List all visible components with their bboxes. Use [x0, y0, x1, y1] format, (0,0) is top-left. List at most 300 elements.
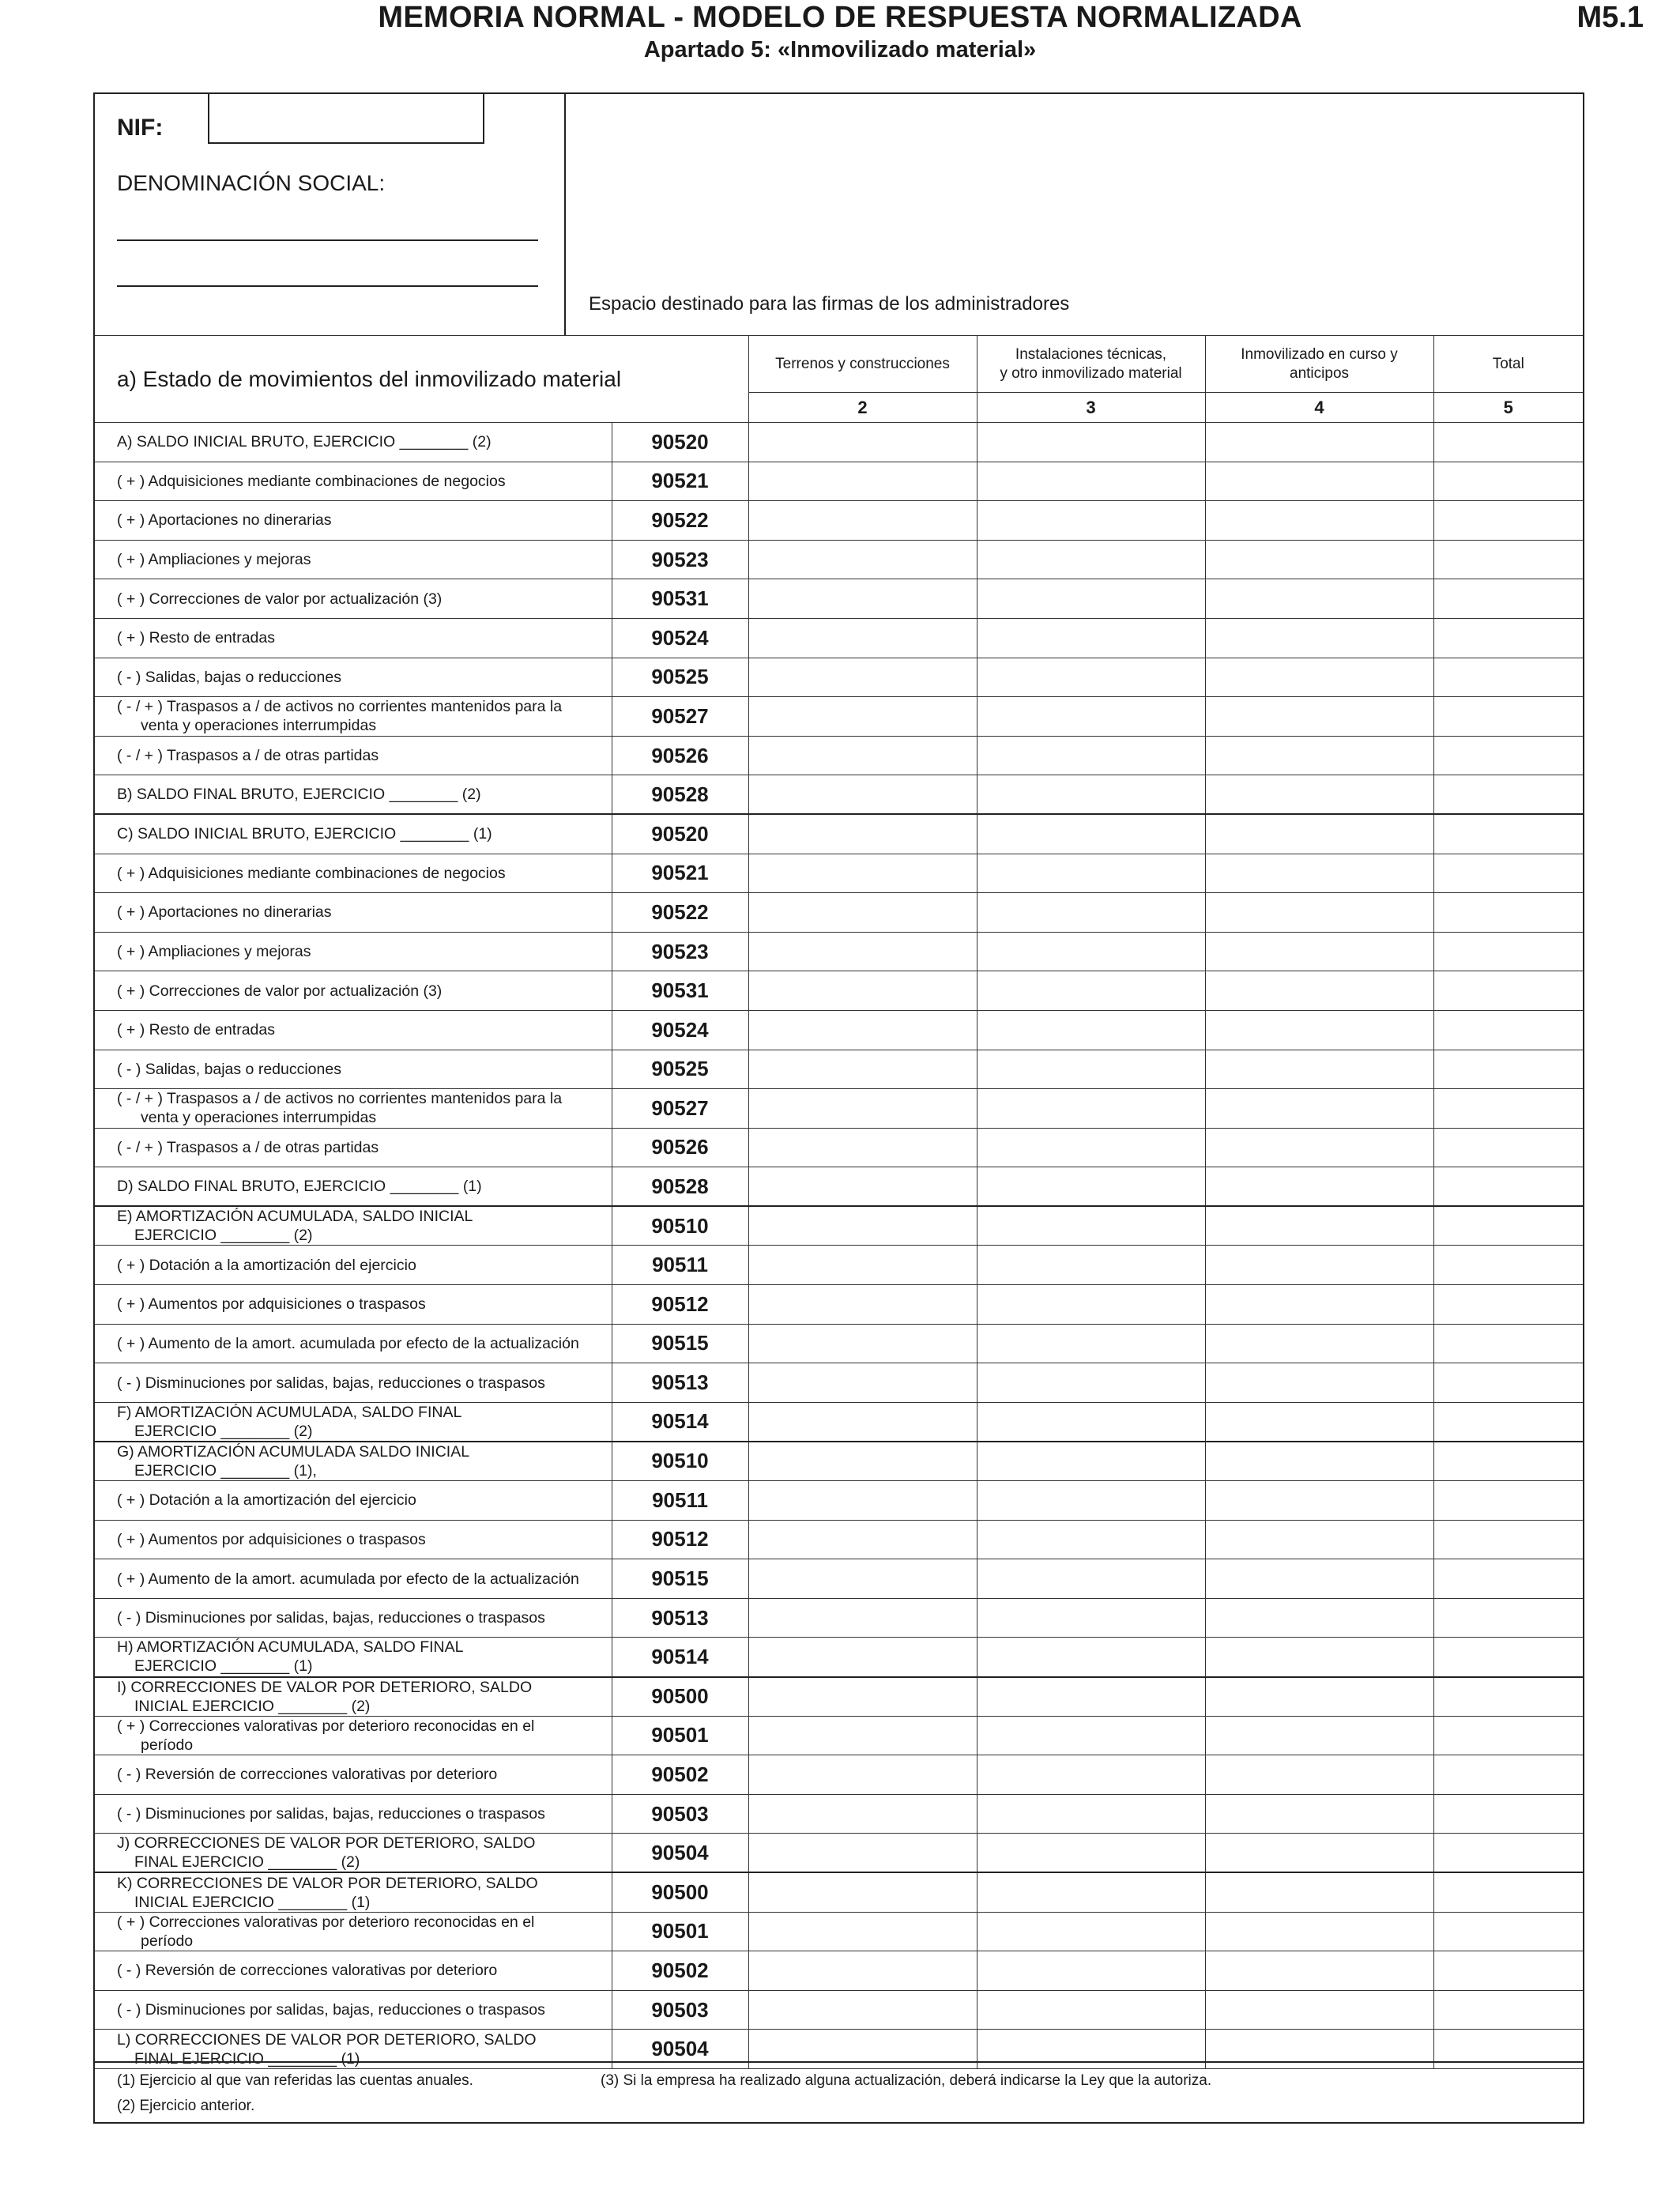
row-label-line1: ( + ) Correcciones valorativas por deterioro reconocidas en el [117, 1913, 535, 1931]
value-cell[interactable] [977, 1716, 1205, 1755]
row-label [95, 618, 612, 658]
value-cell[interactable] [1205, 1755, 1433, 1795]
row-label-line1: J) CORRECCIONES DE VALOR POR DETERIORO, SALDO [117, 1834, 536, 1853]
value-cell[interactable] [1433, 697, 1583, 737]
value-cell[interactable] [1433, 462, 1583, 501]
form-subtitle: Apartado 5: «Inmovilizado material» [643, 37, 1037, 62]
table-row [95, 1128, 1583, 1167]
value-cell[interactable] [1205, 1167, 1433, 1207]
value-cell[interactable] [748, 462, 977, 501]
row-label-line1: ( - ) Disminuciones por salidas, bajas, reducciones o traspasos [117, 1374, 545, 1392]
value-cell[interactable] [748, 1010, 977, 1050]
value-cell[interactable] [1433, 423, 1583, 462]
table-row [95, 1598, 1583, 1638]
row-code: 90525 [612, 1050, 748, 1089]
value-cell[interactable] [1433, 1402, 1583, 1442]
value-cell[interactable] [748, 893, 977, 933]
row-code: 90503 [612, 1794, 748, 1834]
row-code: 90512 [612, 1285, 748, 1325]
denominacion-label: DENOMINACIÓN SOCIAL: [117, 171, 386, 195]
row-label [95, 1834, 612, 1873]
row-label-line1: ( + ) Aportaciones no dinerarias [117, 511, 332, 530]
value-cell[interactable] [748, 1520, 977, 1559]
value-cell[interactable] [1205, 1520, 1433, 1559]
row-code: 90528 [612, 775, 748, 815]
value-cell[interactable] [748, 1794, 977, 1834]
value-cell[interactable] [977, 854, 1205, 893]
value-cell[interactable] [1205, 1912, 1433, 1951]
table-row [95, 1951, 1583, 1991]
value-cell[interactable] [748, 697, 977, 737]
table-row [95, 658, 1583, 697]
value-cell[interactable] [1433, 1520, 1583, 1559]
value-cell[interactable] [1205, 1206, 1433, 1246]
row-label-line1: I) CORRECCIONES DE VALOR POR DETERIORO, SALDO [117, 1678, 533, 1696]
value-cell[interactable] [1433, 1324, 1583, 1363]
value-cell[interactable] [748, 423, 977, 462]
value-cell[interactable] [1433, 1951, 1583, 1991]
value-cell[interactable] [1205, 1638, 1433, 1677]
row-code: 90500 [612, 1872, 748, 1912]
value-cell[interactable] [1205, 971, 1433, 1011]
value-cell[interactable] [748, 854, 977, 893]
column-number: 5 [1433, 393, 1583, 423]
row-label-line1: ( + ) Resto de entradas [117, 1021, 275, 1039]
value-cell[interactable] [1433, 1638, 1583, 1677]
value-cell[interactable] [977, 736, 1205, 775]
value-cell[interactable] [1433, 1089, 1583, 1129]
table-row [95, 1716, 1583, 1755]
value-cell[interactable] [1205, 579, 1433, 619]
value-cell[interactable] [1433, 1128, 1583, 1167]
value-cell[interactable] [1433, 1912, 1583, 1951]
value-cell[interactable] [748, 1990, 977, 2030]
value-cell[interactable] [748, 1481, 977, 1521]
row-label [95, 1598, 612, 1638]
row-label-line1: ( - ) Disminuciones por salidas, bajas, reducciones o traspasos [117, 1805, 545, 1823]
value-cell[interactable] [1433, 736, 1583, 775]
row-label-line1: ( - / + ) Traspasos a / de otras partidas [117, 1138, 379, 1156]
value-cell[interactable] [977, 1755, 1205, 1795]
column-number: 3 [977, 393, 1205, 423]
signature-area-label: Espacio destinado para las firmas de los administradores [589, 293, 1070, 315]
footnotes [95, 2061, 1583, 2122]
value-cell[interactable] [1205, 1951, 1433, 1991]
row-code: 90523 [612, 540, 748, 579]
row-code: 90520 [612, 814, 748, 854]
value-cell[interactable] [1205, 423, 1433, 462]
value-cell[interactable] [1433, 1246, 1583, 1285]
value-cell[interactable] [977, 1951, 1205, 1991]
value-cell[interactable] [748, 618, 977, 658]
value-cell[interactable] [748, 1285, 977, 1325]
value-cell[interactable] [1205, 1716, 1433, 1755]
value-cell[interactable] [1433, 1206, 1583, 1246]
value-cell[interactable] [748, 775, 977, 815]
row-label-line1: E) AMORTIZACIÓN ACUMULADA, SALDO INICIAL [117, 1208, 473, 1226]
value-cell[interactable] [977, 423, 1205, 462]
table-row [95, 1442, 1583, 1481]
nif-label: NIF: [117, 115, 164, 141]
row-label-line1: ( - ) Disminuciones por salidas, bajas, reducciones o traspasos [117, 2001, 545, 2019]
value-cell[interactable] [1433, 1559, 1583, 1599]
row-label [95, 932, 612, 971]
row-label-line1: B) SALDO FINAL BRUTO, EJERCICIO ________ (2) [117, 786, 481, 804]
value-cell[interactable] [1433, 1010, 1583, 1050]
value-cell[interactable] [1205, 1324, 1433, 1363]
value-cell[interactable] [1205, 1363, 1433, 1403]
row-label-line1: ( - ) Reversión de correcciones valorativas por deterioro [117, 1962, 498, 1980]
value-cell[interactable] [977, 462, 1205, 501]
table-row [95, 1677, 1583, 1717]
table-row [95, 1206, 1583, 1246]
value-cell[interactable] [977, 1559, 1205, 1599]
row-label-line1: ( + ) Aumentos por adquisiciones o traspasos [117, 1530, 426, 1548]
row-label-line2: EJERCICIO ________ (2) [134, 1227, 313, 1245]
value-cell[interactable] [1205, 697, 1433, 737]
row-label-line1: ( + ) Dotación a la amortización del ejercicio [117, 1256, 416, 1274]
table-row [95, 1285, 1583, 1325]
row-label-line2: período [141, 1736, 194, 1754]
row-label [95, 423, 612, 462]
row-label [95, 1363, 612, 1403]
value-cell[interactable] [1205, 1990, 1433, 2030]
value-cell[interactable] [1433, 618, 1583, 658]
value-cell[interactable] [1433, 1442, 1583, 1481]
table-row [95, 1402, 1583, 1442]
row-label [95, 1402, 612, 1442]
row-label [95, 893, 612, 933]
row-code: 90514 [612, 1638, 748, 1677]
value-cell[interactable] [1433, 1050, 1583, 1089]
value-cell[interactable] [1205, 814, 1433, 854]
value-cell[interactable] [977, 1128, 1205, 1167]
value-cell[interactable] [1433, 1872, 1583, 1912]
value-cell[interactable] [748, 1089, 977, 1129]
value-cell[interactable] [1433, 814, 1583, 854]
value-cell[interactable] [1205, 1598, 1433, 1638]
value-cell[interactable] [1433, 1167, 1583, 1207]
column-number: 2 [748, 393, 977, 423]
row-label [95, 1912, 612, 1951]
row-label-line1: ( - / + ) Traspasos a / de activos no corrientes mantenidos para la [117, 1090, 563, 1108]
row-code: 90525 [612, 658, 748, 697]
value-cell[interactable] [1433, 854, 1583, 893]
row-label-line1: ( + ) Aumento de la amort. acumulada por efecto de la actualización [117, 1334, 579, 1352]
table-row [95, 971, 1583, 1011]
value-cell[interactable] [748, 1363, 977, 1403]
row-code: 90521 [612, 854, 748, 893]
value-cell[interactable] [977, 1402, 1205, 1442]
value-cell[interactable] [1205, 618, 1433, 658]
row-label [95, 1089, 612, 1129]
value-cell[interactable] [1205, 1872, 1433, 1912]
value-cell[interactable] [977, 1598, 1205, 1638]
value-cell[interactable] [748, 658, 977, 697]
value-cell[interactable] [977, 579, 1205, 619]
value-cell[interactable] [977, 1912, 1205, 1951]
value-cell[interactable] [977, 1324, 1205, 1363]
row-label [95, 1246, 612, 1285]
value-cell[interactable] [1433, 1794, 1583, 1834]
value-cell[interactable] [1433, 1677, 1583, 1717]
value-cell[interactable] [748, 1167, 977, 1207]
value-cell[interactable] [748, 1128, 977, 1167]
value-cell[interactable] [977, 1638, 1205, 1677]
row-label [95, 1442, 612, 1481]
denominacion-line-2[interactable] [117, 285, 538, 287]
row-code: 90527 [612, 1089, 748, 1129]
value-cell[interactable] [1205, 1677, 1433, 1717]
value-cell[interactable] [977, 658, 1205, 697]
value-cell[interactable] [748, 971, 977, 1011]
table-row [95, 1246, 1583, 1285]
value-cell[interactable] [748, 501, 977, 541]
table-header-row [95, 336, 1583, 393]
value-cell[interactable] [748, 1834, 977, 1873]
value-cell[interactable] [977, 501, 1205, 541]
row-label [95, 658, 612, 697]
value-cell[interactable] [748, 1050, 977, 1089]
value-cell[interactable] [1433, 971, 1583, 1011]
value-cell[interactable] [748, 1206, 977, 1246]
table-row [95, 501, 1583, 541]
value-cell[interactable] [748, 736, 977, 775]
row-label-line1: G) AMORTIZACIÓN ACUMULADA SALDO INICIAL [117, 1442, 470, 1461]
value-cell[interactable] [1205, 658, 1433, 697]
value-cell[interactable] [748, 1638, 977, 1677]
nif-input[interactable] [208, 92, 484, 144]
value-cell[interactable] [977, 540, 1205, 579]
table-row [95, 1990, 1583, 2030]
value-cell[interactable] [977, 1285, 1205, 1325]
row-label [95, 854, 612, 893]
value-cell[interactable] [1205, 1402, 1433, 1442]
row-label-line1: L) CORRECCIONES DE VALOR POR DETERIORO, SALDO [117, 2030, 537, 2049]
value-cell[interactable] [1205, 775, 1433, 815]
value-cell[interactable] [977, 1481, 1205, 1521]
value-cell[interactable] [977, 697, 1205, 737]
value-cell[interactable] [1205, 540, 1433, 579]
value-cell[interactable] [748, 1951, 977, 1991]
row-label-line1: ( + ) Adquisiciones mediante combinaciones de negocios [117, 864, 506, 882]
value-cell[interactable] [977, 1010, 1205, 1050]
value-cell[interactable] [748, 1872, 977, 1912]
row-label [95, 1716, 612, 1755]
row-code: 90523 [612, 932, 748, 971]
value-cell[interactable] [1205, 1794, 1433, 1834]
value-cell[interactable] [977, 1167, 1205, 1207]
row-label-line1: ( + ) Aportaciones no dinerarias [117, 903, 332, 922]
value-cell[interactable] [1205, 893, 1433, 933]
row-label-line1: ( + ) Ampliaciones y mejoras [117, 551, 311, 569]
value-cell[interactable] [1433, 658, 1583, 697]
value-cell[interactable] [748, 814, 977, 854]
row-label [95, 1794, 612, 1834]
row-label [95, 1559, 612, 1599]
value-cell[interactable] [977, 971, 1205, 1011]
value-cell[interactable] [977, 1794, 1205, 1834]
value-cell[interactable] [1433, 1716, 1583, 1755]
row-label [95, 1755, 612, 1795]
row-code: 90511 [612, 1246, 748, 1285]
value-cell[interactable] [1205, 1559, 1433, 1599]
row-label-line1: ( + ) Adquisiciones mediante combinaciones de negocios [117, 472, 506, 490]
denominacion-line-1[interactable] [117, 239, 538, 241]
table-row [95, 893, 1583, 933]
row-code: 90500 [612, 1677, 748, 1717]
row-label-line2: INICIAL EJERCICIO ________ (1) [134, 1893, 371, 1911]
value-cell[interactable] [1205, 1285, 1433, 1325]
row-code: 90514 [612, 1402, 748, 1442]
value-cell[interactable] [1205, 1246, 1433, 1285]
value-cell[interactable] [748, 1324, 977, 1363]
value-cell[interactable] [1433, 1481, 1583, 1521]
row-code: 90501 [612, 1716, 748, 1755]
table-row [95, 1794, 1583, 1834]
row-label [95, 540, 612, 579]
value-cell[interactable] [748, 1598, 977, 1638]
row-label-line2: venta y operaciones interrumpidas [141, 717, 377, 735]
value-cell[interactable] [977, 814, 1205, 854]
value-cell[interactable] [977, 1834, 1205, 1873]
value-cell[interactable] [1433, 1363, 1583, 1403]
value-cell[interactable] [1205, 736, 1433, 775]
footnote-3: (3) Si la empresa ha realizado alguna actualización, deberá indicarse la Ley que la autoriza. [601, 2072, 1212, 2089]
table-row [95, 1559, 1583, 1599]
value-cell[interactable] [977, 1442, 1205, 1481]
table-row [95, 1755, 1583, 1795]
row-code: 90511 [612, 1481, 748, 1521]
row-label [95, 1128, 612, 1167]
value-cell[interactable] [1433, 1834, 1583, 1873]
value-cell[interactable] [748, 932, 977, 971]
value-cell[interactable] [977, 932, 1205, 971]
value-cell[interactable] [1433, 501, 1583, 541]
value-cell[interactable] [1433, 1285, 1583, 1325]
value-cell[interactable] [1205, 1442, 1433, 1481]
row-code: 90513 [612, 1598, 748, 1638]
value-cell[interactable] [748, 1755, 977, 1795]
value-cell[interactable] [748, 579, 977, 619]
table-row [95, 1834, 1583, 1873]
row-label-line1: A) SALDO INICIAL BRUTO, EJERCICIO ________ (2) [117, 433, 492, 451]
row-code: 90522 [612, 501, 748, 541]
value-cell[interactable] [1433, 775, 1583, 815]
value-cell[interactable] [748, 1442, 977, 1481]
value-cell[interactable] [1205, 932, 1433, 971]
value-cell[interactable] [977, 1677, 1205, 1717]
table-row [95, 579, 1583, 619]
row-label [95, 501, 612, 541]
row-code: 90526 [612, 736, 748, 775]
table-row [95, 697, 1583, 737]
row-label-line1: ( + ) Aumentos por adquisiciones o traspasos [117, 1295, 426, 1314]
column-number: 4 [1205, 393, 1433, 423]
value-cell[interactable] [977, 775, 1205, 815]
row-code: 90524 [612, 618, 748, 658]
table-row [95, 1363, 1583, 1403]
value-cell[interactable] [748, 540, 977, 579]
value-cell[interactable] [977, 893, 1205, 933]
row-label-line2: período [141, 1932, 194, 1950]
row-label [95, 1206, 612, 1246]
value-cell[interactable] [977, 1872, 1205, 1912]
table-row [95, 1010, 1583, 1050]
value-cell[interactable] [748, 1246, 977, 1285]
value-cell[interactable] [1205, 1089, 1433, 1129]
table-row [95, 1912, 1583, 1951]
value-cell[interactable] [1433, 1990, 1583, 2030]
value-cell[interactable] [1433, 1755, 1583, 1795]
row-label-line2: INICIAL EJERCICIO ________ (2) [134, 1697, 371, 1715]
table-row [95, 540, 1583, 579]
table-row [95, 775, 1583, 815]
value-cell[interactable] [977, 1089, 1205, 1129]
value-cell[interactable] [1433, 893, 1583, 933]
row-code: 90515 [612, 1559, 748, 1599]
row-code: 90526 [612, 1128, 748, 1167]
value-cell[interactable] [1205, 1834, 1433, 1873]
row-label-line1: ( + ) Dotación a la amortización del ejercicio [117, 1491, 416, 1510]
value-cell[interactable] [977, 1520, 1205, 1559]
value-cell[interactable] [1433, 1598, 1583, 1638]
value-cell[interactable] [1205, 1481, 1433, 1521]
row-label [95, 1285, 612, 1325]
value-cell[interactable] [748, 1677, 977, 1717]
row-label-line2: EJERCICIO ________ (2) [134, 1422, 313, 1440]
table-row [95, 1050, 1583, 1089]
value-cell[interactable] [977, 1050, 1205, 1089]
value-cell[interactable] [977, 618, 1205, 658]
value-cell[interactable] [748, 1716, 977, 1755]
value-cell[interactable] [1205, 1128, 1433, 1167]
value-cell[interactable] [1433, 540, 1583, 579]
row-label-line1: ( + ) Correcciones de valor por actualización (3) [117, 590, 443, 608]
row-label-line2: FINAL EJERCICIO ________ (2) [134, 1853, 360, 1872]
value-cell[interactable] [977, 1246, 1205, 1285]
row-label [95, 1990, 612, 2030]
value-cell[interactable] [1433, 579, 1583, 619]
form-title: MEMORIA NORMAL - MODELO DE RESPUESTA NORMALIZADA [378, 1, 1302, 34]
table-row [95, 1089, 1583, 1129]
value-cell[interactable] [1205, 1010, 1433, 1050]
value-cell[interactable] [748, 1912, 977, 1951]
row-label-line1: ( + ) Correcciones de valor por actualización (3) [117, 982, 443, 1000]
table-row [95, 1872, 1583, 1912]
value-cell[interactable] [977, 1990, 1205, 2030]
row-label-line1: K) CORRECCIONES DE VALOR POR DETERIORO, SALDO [117, 1874, 538, 1892]
value-cell[interactable] [977, 1206, 1205, 1246]
value-cell[interactable] [1205, 462, 1433, 501]
value-cell[interactable] [1433, 932, 1583, 971]
row-code: 90521 [612, 462, 748, 501]
row-label [95, 1677, 612, 1717]
row-label-line2: EJERCICIO ________ (1) [134, 1657, 313, 1676]
value-cell[interactable] [748, 1402, 977, 1442]
value-cell[interactable] [748, 1559, 977, 1599]
row-label [95, 1167, 612, 1207]
value-cell[interactable] [977, 1363, 1205, 1403]
row-label [95, 775, 612, 815]
row-code: 90522 [612, 893, 748, 933]
row-code: 90515 [612, 1324, 748, 1363]
value-cell[interactable] [1205, 854, 1433, 893]
value-cell[interactable] [1205, 501, 1433, 541]
row-label [95, 1481, 612, 1521]
value-cell[interactable] [1205, 1050, 1433, 1089]
row-code: 90501 [612, 1912, 748, 1951]
